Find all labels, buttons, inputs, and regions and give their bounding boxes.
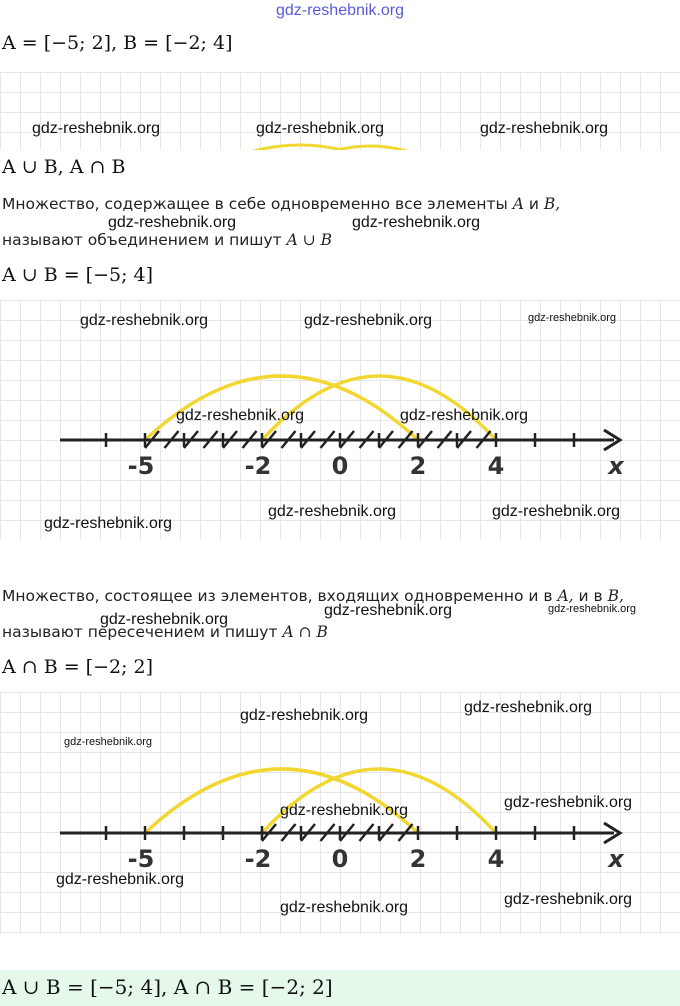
watermark: gdz-reshebnik.org (280, 802, 409, 819)
watermark: gdz-reshebnik.org (80, 312, 209, 329)
watermark: gdz-reshebnik.org (100, 611, 229, 628)
watermark: gdz-reshebnik.org (240, 707, 369, 724)
task-expression: A ∪ B, A ∩ B (2, 156, 126, 178)
tick-label: -5 (127, 452, 155, 480)
answer-box (0, 970, 680, 1006)
given-sets: A = [−5; 2], B = [−2; 4] (2, 32, 233, 54)
tick-label: -2 (244, 452, 272, 480)
arc-set-a (145, 769, 418, 833)
watermark: gdz-reshebnik.org (352, 214, 481, 231)
intersection-definition-line1: Множество, состоящее из элементов, входящих одновременно и в A, и в B, (2, 587, 624, 605)
watermark: gdz-reshebnik.org (504, 794, 633, 811)
watermark: gdz-reshebnik.org (324, 602, 453, 619)
watermark: gdz-reshebnik.org (44, 515, 173, 532)
union-figure (0, 300, 680, 540)
axis-label-x: x (608, 845, 624, 873)
tick-label: 2 (409, 845, 427, 873)
watermark: gdz-reshebnik.org (268, 503, 397, 520)
tick-label: 2 (409, 452, 427, 480)
tick-label: -2 (244, 845, 272, 873)
union-definition-line2: называют объединением и пишут A ∪ B (2, 231, 333, 249)
watermark: gdz-reshebnik.org (280, 899, 409, 916)
site-watermark-top: gdz-reshebnik.org (275, 2, 405, 19)
intersection-figure (0, 692, 680, 934)
intersection-result: A ∩ B = [−2; 2] (2, 656, 154, 678)
watermark: gdz-reshebnik.org (504, 891, 633, 908)
watermark: gdz-reshebnik.org (492, 503, 621, 520)
watermark: gdz-reshebnik.org (32, 120, 161, 137)
tick-label: 0 (331, 452, 349, 480)
watermark: gdz-reshebnik.org (56, 871, 185, 888)
watermark: gdz-reshebnik.org (528, 312, 617, 324)
tick-label: 4 (487, 845, 505, 873)
union-definition-line1: Множество, содержащее в себе одновременно все элементы A и B, (2, 195, 561, 213)
tick-label: 0 (331, 845, 349, 873)
watermark: gdz-reshebnik.org (256, 120, 385, 137)
tick-label: -5 (127, 845, 155, 873)
watermark: gdz-reshebnik.org (64, 736, 153, 748)
watermark: gdz-reshebnik.org (548, 603, 637, 615)
watermark: gdz-reshebnik.org (176, 407, 305, 424)
partial-arcs (0, 72, 680, 150)
watermark: gdz-reshebnik.org (480, 120, 609, 137)
union-result: A ∪ B = [−5; 4] (2, 264, 154, 286)
tick-label: 4 (487, 452, 505, 480)
watermark: gdz-reshebnik.org (400, 407, 529, 424)
axis-label-x: x (608, 452, 624, 480)
watermark: gdz-reshebnik.org (108, 214, 237, 231)
watermark: gdz-reshebnik.org (304, 312, 433, 329)
grid-figure-cropped (0, 72, 680, 150)
intersection-definition-line2: называют пересечением и пишут A ∩ B (2, 623, 328, 641)
answer-text: A ∪ B = [−5; 4], A ∩ B = [−2; 2] (2, 975, 333, 999)
watermark: gdz-reshebnik.org (464, 699, 593, 716)
